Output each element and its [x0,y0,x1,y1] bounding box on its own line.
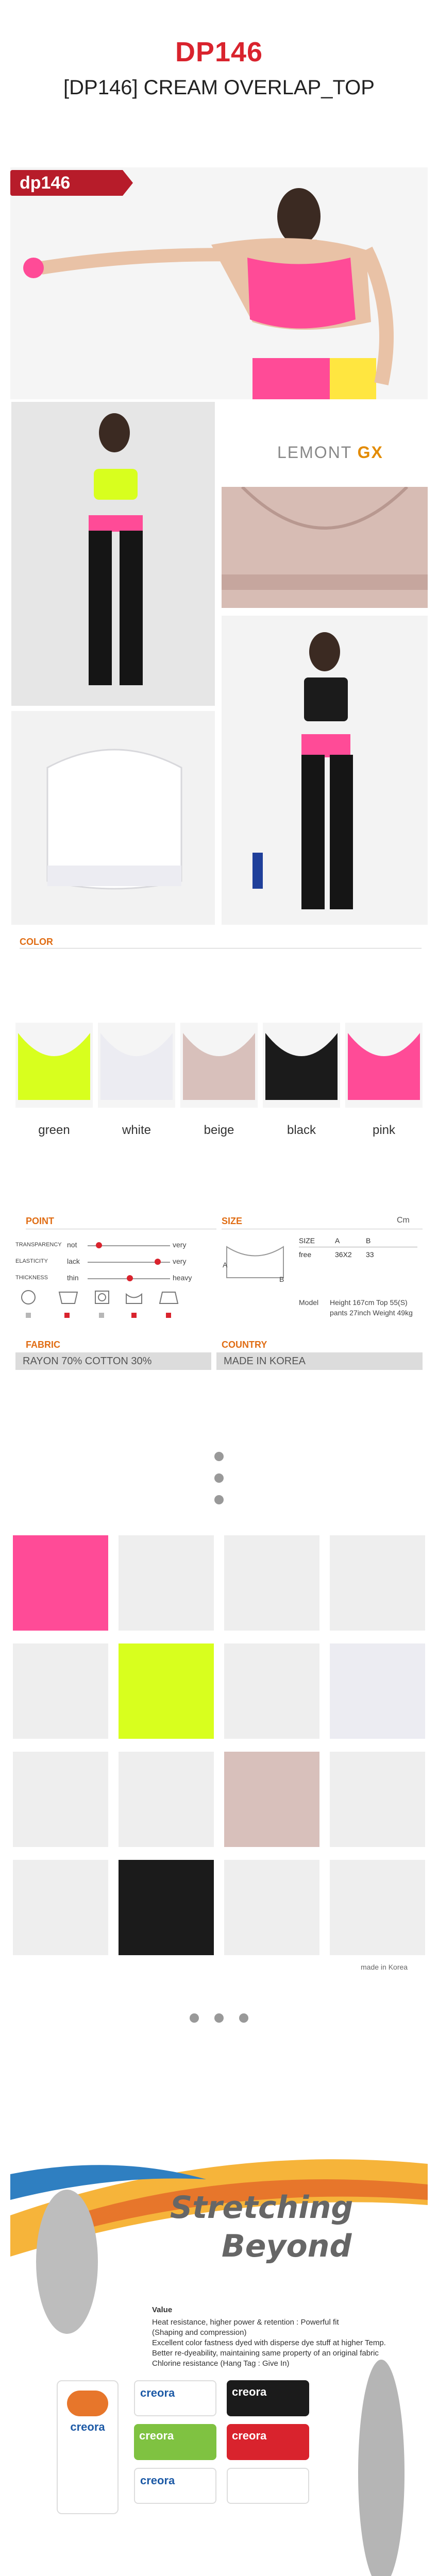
value-line: Chlorine resistance (Hang Tag : Give In) [152,2359,290,2368]
label-brand: creora [140,2474,175,2487]
hero-illustration [10,167,428,399]
grid-thumb-empty [119,1752,214,1847]
model-label: Model [299,1298,319,1307]
point-row-transparency-right: very [173,1241,187,1249]
grid-thumb-pink[interactable] [13,1535,108,1631]
size-heading: SIZE [222,1216,243,1226]
grid-thumb-empty [13,1643,108,1739]
value-line: Heat resistance, higher power & retention : Powerful fit [152,2318,339,2327]
hero-photo [10,167,428,399]
point-row-thickness-name: THICKNESS [15,1275,48,1281]
made-in-label: made in Korea [361,1963,408,1971]
separator-dot [214,1495,224,1504]
size-table [299,1236,417,1259]
grid-thumb-empty [224,1860,319,1955]
point-row-transparency-name: TRANSPARENCY [15,1242,62,1248]
point-row-elasticity-name: ELASTICITY [15,1258,48,1264]
swatch-white[interactable] [98,1023,175,1108]
size-header-a: A [335,1236,340,1245]
back-view-photo [222,616,428,925]
label-card [134,2468,216,2504]
point-row-thickness-right: heavy [173,1274,192,1282]
model-line-2: pants 27inch Weight 49kg [330,1309,413,1317]
beige-closeup-photo [222,487,428,608]
no-tumble-icon [126,1294,142,1303]
brand-logo: LEMONT GX [277,443,383,462]
value-line: Better re-dyeability, maintaining same property of an original fabric [152,2349,379,2358]
svg-text:A: A [223,1261,228,1269]
label-brand: creora [232,2385,267,2398]
grid-thumb-green[interactable] [119,1643,214,1739]
size-cell-b: 33 [366,1250,374,1259]
separator-dot [190,2013,199,2023]
swatch-label-beige: beige [204,1123,234,1137]
full-body-green-photo [11,402,215,706]
label-brand: creora [232,2429,267,2442]
swatch-black[interactable] [263,1023,340,1108]
value-line: Excellent color fastness dyed with disperse dye stuff at higher Temp. [152,2338,386,2347]
point-row-elasticity-left: lack [67,1257,80,1265]
label-brand: creora [140,2386,175,2399]
elasticity-marker [155,1259,161,1265]
care-icons [21,1288,206,1319]
grid-thumb-empty [13,1752,108,1847]
grid-thumb-white[interactable] [330,1643,425,1739]
tag-brand: creora [70,2420,105,2433]
transparency-marker [96,1242,102,1248]
product-code: DP146 [175,37,263,67]
hang-tag [57,2380,119,2514]
size-cell-free: free [299,1250,312,1259]
separator-dot [239,2013,248,2023]
value-line: (Shaping and compression) [152,2328,247,2337]
point-heading: POINT [26,1216,55,1226]
swatch-beige[interactable] [180,1023,258,1108]
swatch-label-green: green [38,1123,70,1137]
grid-thumb-empty [330,1860,425,1955]
fabric-value: RAYON 70% COTTON 30% [15,1352,211,1370]
swatch-label-black: black [287,1123,316,1137]
label-card-red [227,2424,309,2460]
creora-title-2: Beyond [222,2228,352,2264]
size-cell-a: 36X2 [335,1250,352,1259]
grid-thumb-beige[interactable] [224,1752,319,1847]
color-swatch-row [15,1023,423,1110]
iron-icon [160,1292,178,1303]
size-header-b: B [366,1236,371,1245]
swatch-green[interactable] [15,1023,93,1108]
value-heading: Value [152,2306,173,2314]
swatch-pink[interactable] [345,1023,423,1108]
product-title: [DP146] CREAM OVERLAP_TOP [63,76,375,99]
grid-thumb-empty [224,1643,319,1739]
grid-thumb-empty [119,1535,214,1631]
label-card [134,2380,216,2416]
white-closeup-photo [11,711,215,925]
separator-dot [214,1452,224,1461]
separator-dot [214,2013,224,2023]
point-row-transparency-left: not [67,1241,77,1249]
point-row-elasticity-right: very [173,1257,187,1265]
size-diagram [222,1242,289,1283]
no-bleach-icon [22,1291,35,1304]
grid-thumb-empty [330,1752,425,1847]
product-badge: dp146 [10,170,123,196]
size-unit: Cm [397,1216,410,1225]
hand-wash-icon [59,1292,77,1303]
label-card-black [227,2380,309,2416]
thickness-marker [127,1275,133,1281]
country-heading: COUNTRY [222,1340,267,1350]
separator-dot [214,1473,224,1483]
grid-thumb-empty [224,1535,319,1631]
creora-title-1: Stretching [170,2190,353,2226]
country-value: MADE IN KOREA [216,1352,423,1370]
grid-thumb-empty [13,1860,108,1955]
color-heading: COLOR [20,937,53,947]
label-card-green [134,2424,216,2460]
fabric-heading: FABRIC [26,1340,60,1350]
swatch-label-pink: pink [372,1123,396,1137]
point-row-thickness-left: thin [67,1274,79,1282]
size-header-size: SIZE [299,1236,315,1245]
grid-thumb-black[interactable] [119,1860,214,1955]
svg-text:B: B [279,1275,284,1283]
dry-clean-icon [95,1291,109,1303]
swatch-label-white: white [122,1123,151,1137]
grid-thumb-empty [330,1535,425,1631]
label-brand: creora [139,2429,174,2442]
model-line-1: Height 167cm Top 55(S) [330,1298,408,1307]
tag-swoosh [67,2391,108,2416]
label-card [227,2468,309,2504]
